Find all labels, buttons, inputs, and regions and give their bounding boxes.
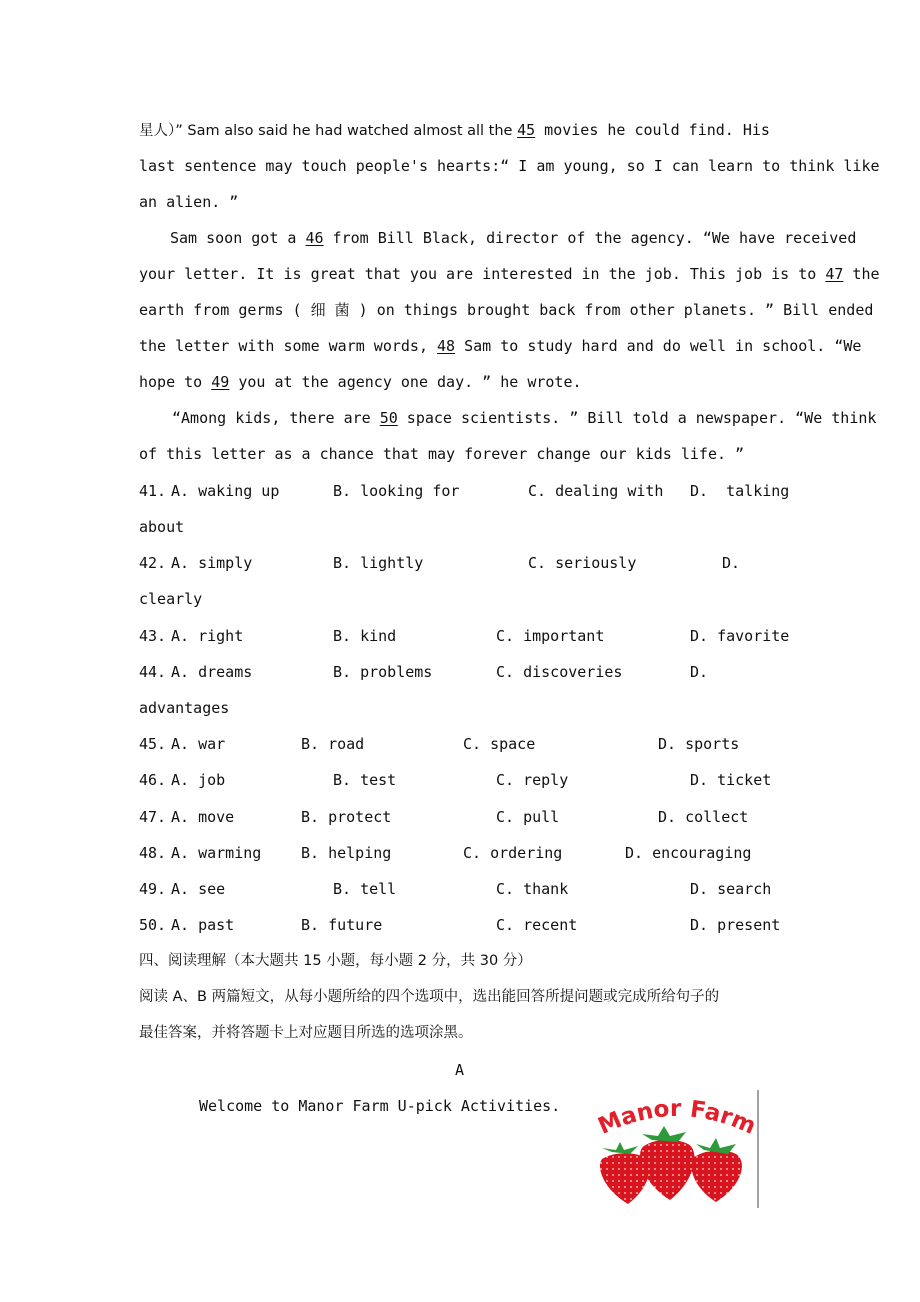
option-b: B. looking for xyxy=(333,482,460,500)
question-number: 49. xyxy=(139,880,167,898)
option-d-wrap: clearly xyxy=(139,590,203,608)
option-b: B. protect xyxy=(301,808,392,826)
option-b: B. problems xyxy=(333,663,433,681)
section-heading: 四、阅读理解（本大题共 15 小题，每小题 2 分，共 30 分） xyxy=(139,953,532,969)
question-number: 43. xyxy=(139,627,167,645)
blank-46: 46 xyxy=(305,229,324,247)
passage-line: the letter with some warm words, 48 Sam to study hard and do well in school. “We xyxy=(139,337,862,355)
option-c: C. reply xyxy=(496,771,569,789)
passage-line: last sentence may touch people's hearts:“ I am young, so I can learn to think like xyxy=(139,157,880,175)
option-d: D. encouraging xyxy=(625,844,752,862)
question-number: 46. xyxy=(139,771,167,789)
option-c: C. recent xyxy=(496,916,578,934)
option-b: B. helping xyxy=(301,844,392,862)
blank-47: 47 xyxy=(825,265,844,283)
option-d-wrap: about xyxy=(139,518,185,536)
option-a: A. move xyxy=(171,808,235,826)
question-number: 41. xyxy=(139,482,167,500)
option-b: B. kind xyxy=(333,627,397,645)
option-c: C. space xyxy=(463,735,536,753)
part-label: A xyxy=(455,1061,465,1079)
option-b: B. future xyxy=(301,916,383,934)
option-d: D. search xyxy=(690,880,772,898)
manor-farm-logo xyxy=(592,1088,762,1210)
option-d: D. collect xyxy=(658,808,749,826)
option-a: A. dreams xyxy=(171,663,253,681)
blank-45: 45 xyxy=(517,121,536,139)
option-d-wrap: advantages xyxy=(139,699,230,717)
question-number: 45. xyxy=(139,735,167,753)
blank-49: 49 xyxy=(211,373,230,391)
option-c: C. important xyxy=(496,627,605,645)
question-number: 44. xyxy=(139,663,167,681)
option-a: A. job xyxy=(171,771,226,789)
section-instruction: 最佳答案，并将答题卡上对应题目所选的选项涂黑。 xyxy=(139,1025,473,1041)
blank-50: 50 xyxy=(379,409,398,427)
option-a: A. simply xyxy=(171,554,253,572)
option-d: D. ticket xyxy=(690,771,772,789)
section-instruction: 阅读 A、B 两篇短文，从每小题所给的四个选项中，选出能回答所提问题或完成所给句子的 xyxy=(139,989,720,1005)
passage-line: “Among kids, there are 50 space scientists. ” Bill told a newspaper. “We think xyxy=(172,409,877,427)
option-c: C. pull xyxy=(496,808,560,826)
option-a: A. past xyxy=(171,916,235,934)
option-d: D. sports xyxy=(658,735,740,753)
option-d: D. xyxy=(690,663,709,681)
strawberry-icon xyxy=(691,1138,742,1202)
option-d: D. present xyxy=(690,916,781,934)
passage-line: your letter. It is great that you are interested in the job. This job is to 47 the xyxy=(139,265,880,283)
option-c: C. dealing with xyxy=(528,482,664,500)
option-b: B. tell xyxy=(333,880,397,898)
passage-line: Sam soon got a 46 from Bill Black, director of the agency. “We have received xyxy=(170,229,857,247)
strawberry-icon xyxy=(640,1126,694,1200)
option-a: A. waking up xyxy=(171,482,280,500)
option-c: C. discoveries xyxy=(496,663,623,681)
welcome-text: Welcome to Manor Farm U-pick Activities. xyxy=(199,1097,561,1115)
question-number: 42. xyxy=(139,554,167,572)
option-a: A. warming xyxy=(171,844,262,862)
passage-line: 星人）” Sam also said he had watched almost all the 45 movies he could find. His xyxy=(139,121,770,139)
question-number: 50. xyxy=(139,916,167,934)
logo-text: Manor Farm xyxy=(594,1095,760,1140)
option-c: C. ordering xyxy=(463,844,563,862)
passage-line: earth from germs ( 细 菌 ) on things brought back from other planets. ” Bill ended xyxy=(139,301,874,319)
passage-line: of this letter as a chance that may forever change our kids life. ” xyxy=(139,445,745,463)
option-b: B. road xyxy=(301,735,365,753)
option-b: B. lightly xyxy=(333,554,424,572)
option-c: C. seriously xyxy=(528,554,637,572)
option-a: A. right xyxy=(171,627,244,645)
option-c: C. thank xyxy=(496,880,569,898)
option-d: D. favorite xyxy=(690,627,790,645)
passage-line: hope to 49 you at the agency one day. ” he wrote. xyxy=(139,373,582,391)
question-number: 48. xyxy=(139,844,167,862)
question-number: 47. xyxy=(139,808,167,826)
option-a: A. see xyxy=(171,880,226,898)
option-a: A. war xyxy=(171,735,226,753)
option-d: D. talking xyxy=(690,482,790,500)
passage-line: an alien. ” xyxy=(139,193,239,211)
blank-48: 48 xyxy=(437,337,456,355)
option-d: D. xyxy=(722,554,741,572)
option-b: B. test xyxy=(333,771,397,789)
